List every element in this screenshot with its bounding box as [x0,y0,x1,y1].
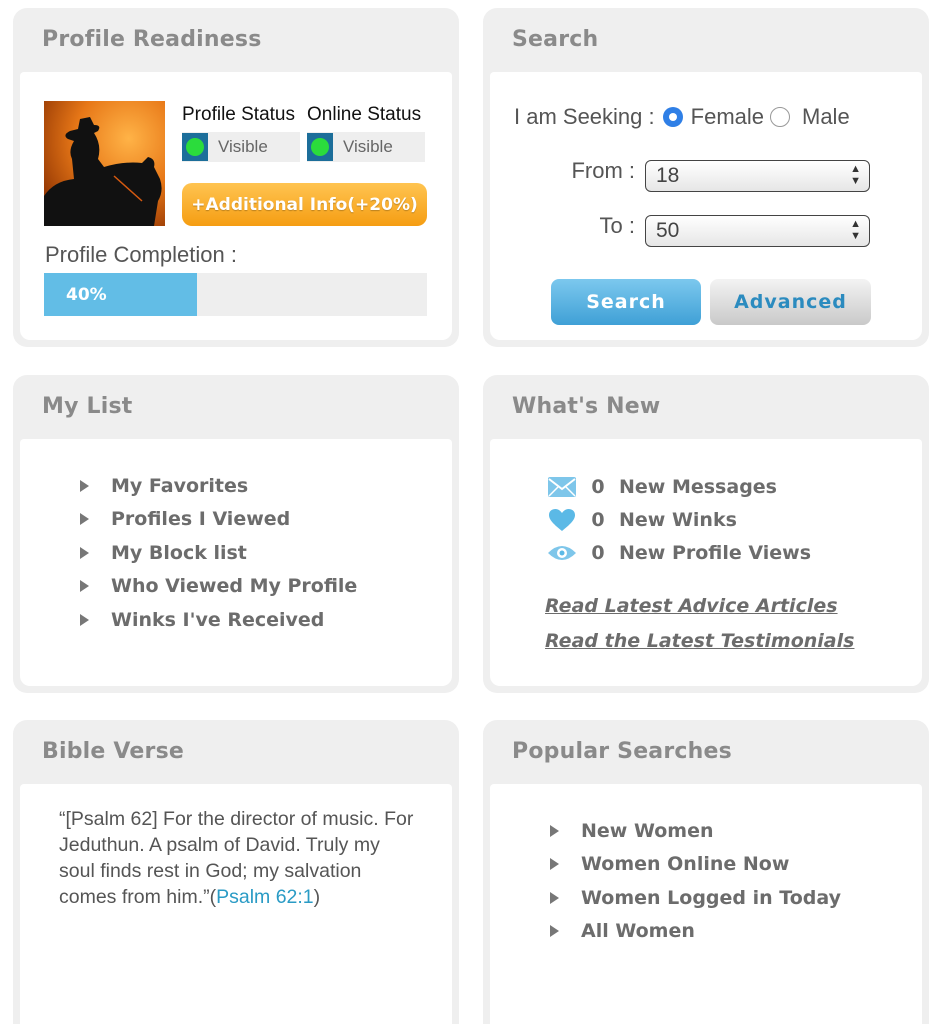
popular-searches-items [550,814,841,948]
new-messages-label[interactable]: New Messages [619,476,777,498]
arrow-right-icon [80,614,89,626]
new-winks-row[interactable] [547,505,737,535]
list-item-link[interactable]: New Women [581,819,714,842]
list-item-link[interactable]: Winks I've Received [111,608,325,631]
from-age-select[interactable] [645,160,870,192]
bible-verse-panel [13,720,459,1024]
panel-body [20,72,452,340]
arrow-right-icon [550,858,559,870]
online-status-value: Visible [343,137,393,156]
from-age-value: 18 [656,164,680,187]
my-list-items [80,469,357,637]
list-item[interactable] [80,469,357,503]
arrow-right-icon [550,925,559,937]
panel-body [20,784,452,1024]
panel-body [490,439,922,686]
from-label: From : [571,158,635,183]
verse-close: ) [313,886,321,908]
verse-reference-link[interactable]: Psalm 62:1 [216,886,314,908]
panel-body [20,439,452,686]
profile-completion-progress [44,273,427,316]
panel-body [490,72,922,340]
panel-title: Bible Verse [42,739,184,764]
profile-completion-label: Profile Completion : [45,242,237,267]
profile-status-value: Visible [218,137,268,156]
select-arrows-icon: ▲ ▼ [850,163,861,187]
male-radio-label[interactable]: Male [802,104,850,129]
online-status [307,104,425,162]
eye-icon [547,543,577,563]
female-radio-label[interactable]: Female [690,104,764,129]
female-radio[interactable] [663,107,683,127]
cowboy-silhouette-photo [44,101,165,226]
avatar[interactable] [44,101,165,226]
profile-status-label: Profile Status [182,104,295,125]
list-item-link[interactable]: Women Online Now [581,853,790,876]
advanced-search-button[interactable]: Advanced [710,279,871,325]
new-messages-count: 0 [591,476,605,498]
my-list-panel [13,375,459,693]
arrow-right-icon [550,892,559,904]
online-status-label: Online Status [307,104,422,125]
panel-body [490,784,922,1024]
panel-title: Profile Readiness [42,27,262,52]
list-item-link[interactable]: My Favorites [111,474,249,497]
arrow-right-icon [80,547,89,559]
seeking-label: I am Seeking : [514,104,655,129]
progress-text: 40% [66,284,107,305]
list-item-link[interactable]: All Women [581,920,695,943]
list-item[interactable] [550,915,841,949]
profile-status-box[interactable] [182,132,300,162]
online-status-box[interactable] [307,132,425,162]
heart-icon [547,508,577,532]
new-winks-label[interactable]: New Winks [619,509,737,531]
list-item-link[interactable]: My Block list [111,541,247,564]
search-panel [483,8,929,347]
list-item[interactable] [550,814,841,848]
list-item-link[interactable]: Profiles I Viewed [111,508,291,531]
list-item[interactable] [80,570,357,604]
list-item[interactable] [80,603,357,637]
new-profile-views-row[interactable] [547,538,811,568]
search-button[interactable]: Search [551,279,701,325]
new-messages-row[interactable] [547,472,777,502]
to-label: To : [599,213,635,238]
status-indicator-icon [307,133,333,161]
advice-articles-link[interactable]: Read Latest Advice Articles [545,595,838,617]
bible-verse-text [59,806,414,910]
list-item[interactable] [550,848,841,882]
panel-title: Search [512,27,599,52]
list-item-link[interactable]: Who Viewed My Profile [111,575,358,598]
list-item[interactable] [80,536,357,570]
male-radio[interactable] [770,107,790,127]
list-item-link[interactable]: Women Logged in Today [581,886,841,909]
arrow-right-icon [550,825,559,837]
arrow-right-icon [80,580,89,592]
envelope-icon [547,476,577,498]
progress-fill [44,273,197,316]
new-profile-views-count: 0 [591,542,605,564]
list-item[interactable] [80,503,357,537]
testimonials-link[interactable]: Read the Latest Testimonials [545,630,855,652]
profile-status [182,104,300,162]
whats-new-panel [483,375,929,693]
panel-title: Popular Searches [512,739,732,764]
panel-title: My List [42,394,133,419]
to-age-value: 50 [656,219,680,242]
list-item[interactable] [550,881,841,915]
popular-searches-panel [483,720,929,1024]
profile-readiness-panel [13,8,459,347]
panel-title: What's New [512,394,661,419]
verse-body: “[Psalm 62] For the director of music. For Jeduthun. A psalm of David. Truly my soul finds rest in God; my salvation comes from him.”( [59,808,414,908]
new-winks-count: 0 [591,509,605,531]
seeking-row [514,104,850,130]
to-age-select[interactable] [645,215,870,247]
additional-info-button[interactable]: +Additional Info(+20%) [182,183,427,226]
select-arrows-icon: ▲ ▼ [850,218,861,242]
new-profile-views-label[interactable]: New Profile Views [619,542,812,564]
arrow-right-icon [80,513,89,525]
status-indicator-icon [182,133,208,161]
arrow-right-icon [80,480,89,492]
